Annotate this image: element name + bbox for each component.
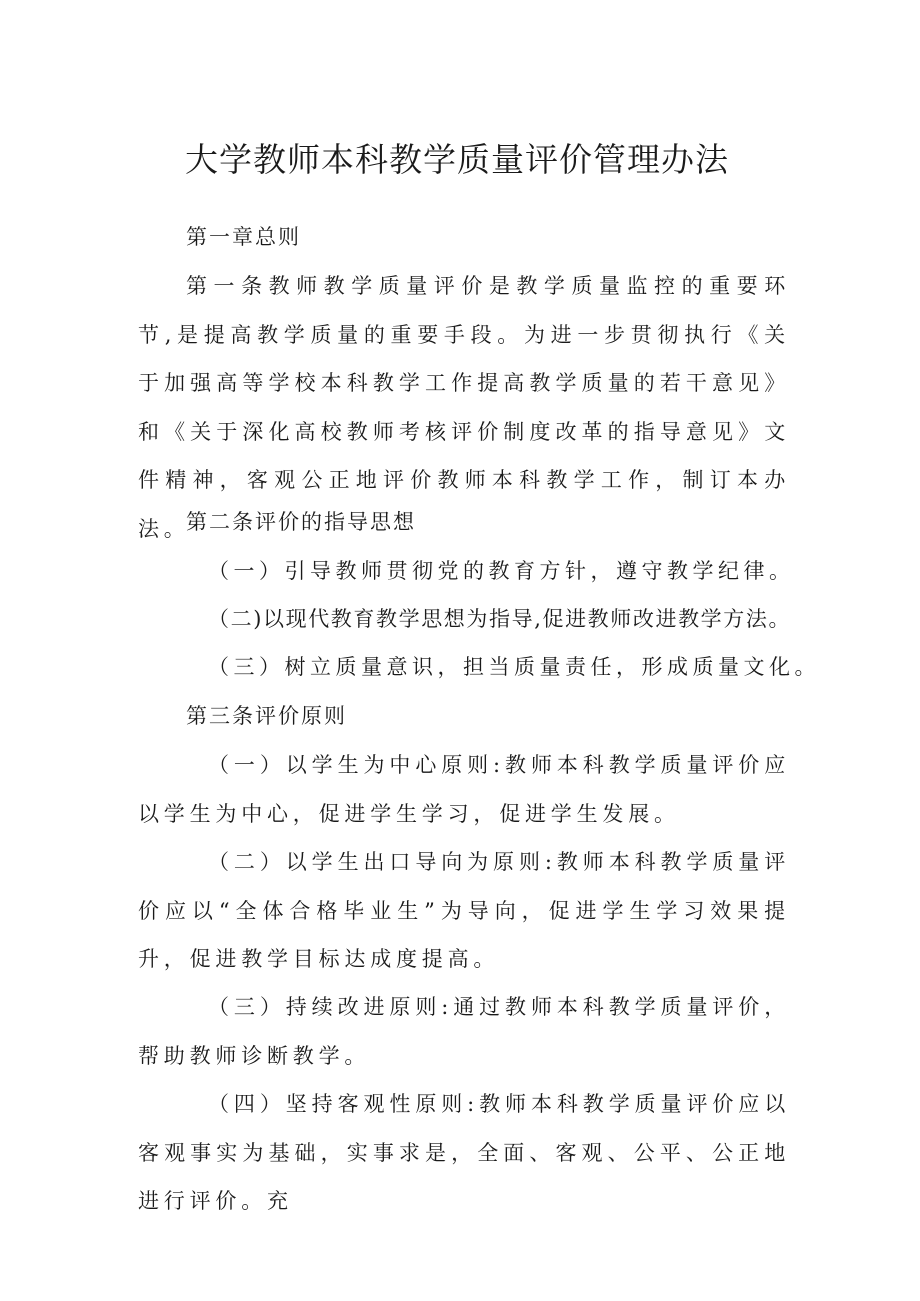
article-2-heading: 第二条评价的指导思想 xyxy=(186,510,416,534)
article-3-item-1: （一）以学生为中心原则:教师本科教学质量评价应以学生为中心，促进学生学习，促进学生发展。 xyxy=(138,753,790,826)
article-3-item-2: （二）以学生出口导向为原则:教师本科教学质量评价应以“全体合格毕业生”为导向，促进学生学习效果提升，促进教学目标达成度提高。 xyxy=(138,850,790,971)
article-2-item-2: （二)以现代教育教学思想为指导,促进教师改进教学方法。 xyxy=(208,607,792,631)
article-3-heading: 第三条评价原则 xyxy=(186,704,347,728)
article-3-item-3: （三）持续改进原则:通过教师本科教学质量评价，帮助教师诊断教学。 xyxy=(138,995,790,1068)
article-2-item-1: （一）引导教师贯彻党的教育方针，遵守教学纪律。 xyxy=(208,559,795,583)
article-1-paragraph: 第一条教师教学质量评价是教学质量监控的重要环节,是提高教学质量的重要手段。为进一步贯彻执行《关于加强高等学校本科教学工作提高教学质量的若干意见》和《关于深化高校教师考核评价制度改革的指导意见》文件精神，客观公正地评价教师本科教学工作，制订本办法。 xyxy=(138,274,790,541)
chapter-heading: 第一章总则 xyxy=(186,225,301,249)
document-title: 大学教师本科教学质量评价管理办法 xyxy=(185,140,729,179)
article-2-item-3: （三）树立质量意识，担当质量责任，形成质量文化。 xyxy=(208,655,820,679)
article-3-item-4: （四）坚持客观性原则:教师本科教学质量评价应以客观事实为基础，实事求是，全面、客观、公平、公正地进行评价。充 xyxy=(138,1092,790,1213)
